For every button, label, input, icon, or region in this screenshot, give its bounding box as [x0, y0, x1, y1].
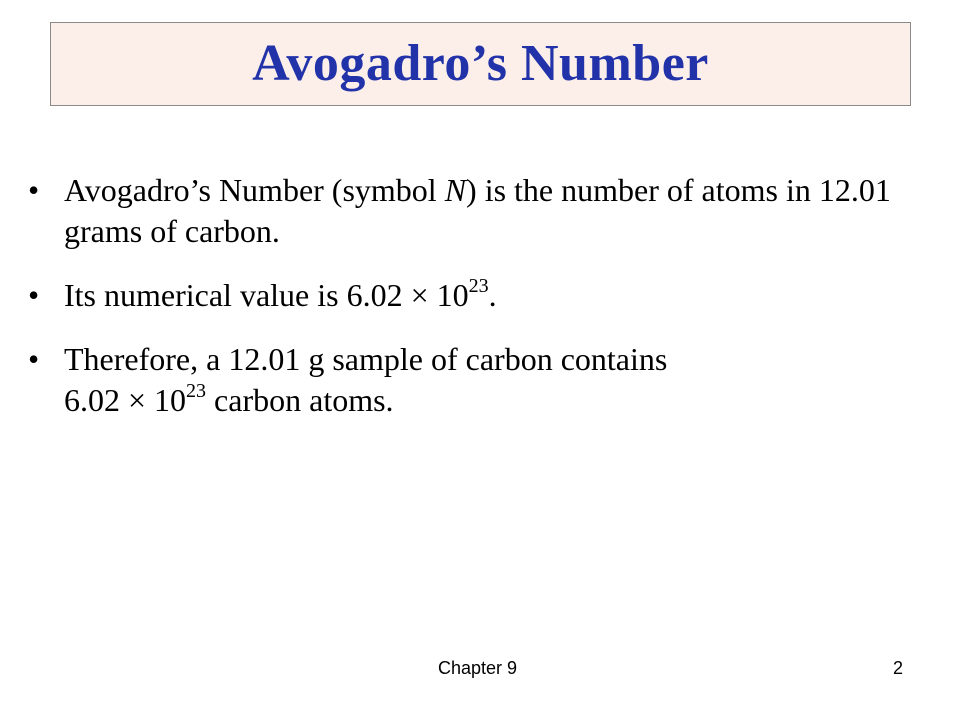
slide-title: Avogadro’s Number [252, 35, 709, 92]
bullet-item-carbon-sample [28, 339, 928, 421]
footer-chapter: Chapter 9 [438, 658, 518, 678]
bullet-marker: • [28, 172, 40, 208]
exponent: 23 [186, 380, 207, 403]
title-box [50, 22, 911, 106]
bullet-text: Avogadro’s Number (symbol N) is the number of atoms in 12.01 grams of carbon. [64, 172, 891, 249]
bullet-marker: • [28, 341, 40, 377]
bullet-text: Its numerical value is $6.02 \times 10^{23}$. [64, 275, 497, 313]
bullet-text: Therefore, a 12.01 g sample of carbon contains $6.02 \times 10^{23}$ carbon atoms. [64, 341, 668, 418]
exponent: 23 [468, 275, 489, 298]
bullet-item-avogadro-definition [28, 170, 928, 252]
bullet-list [28, 170, 928, 421]
page-number: 2 [893, 658, 904, 678]
bullet-marker: • [28, 277, 40, 313]
symbol-n: N [444, 172, 467, 208]
bullet-item-numerical-value [28, 275, 928, 316]
